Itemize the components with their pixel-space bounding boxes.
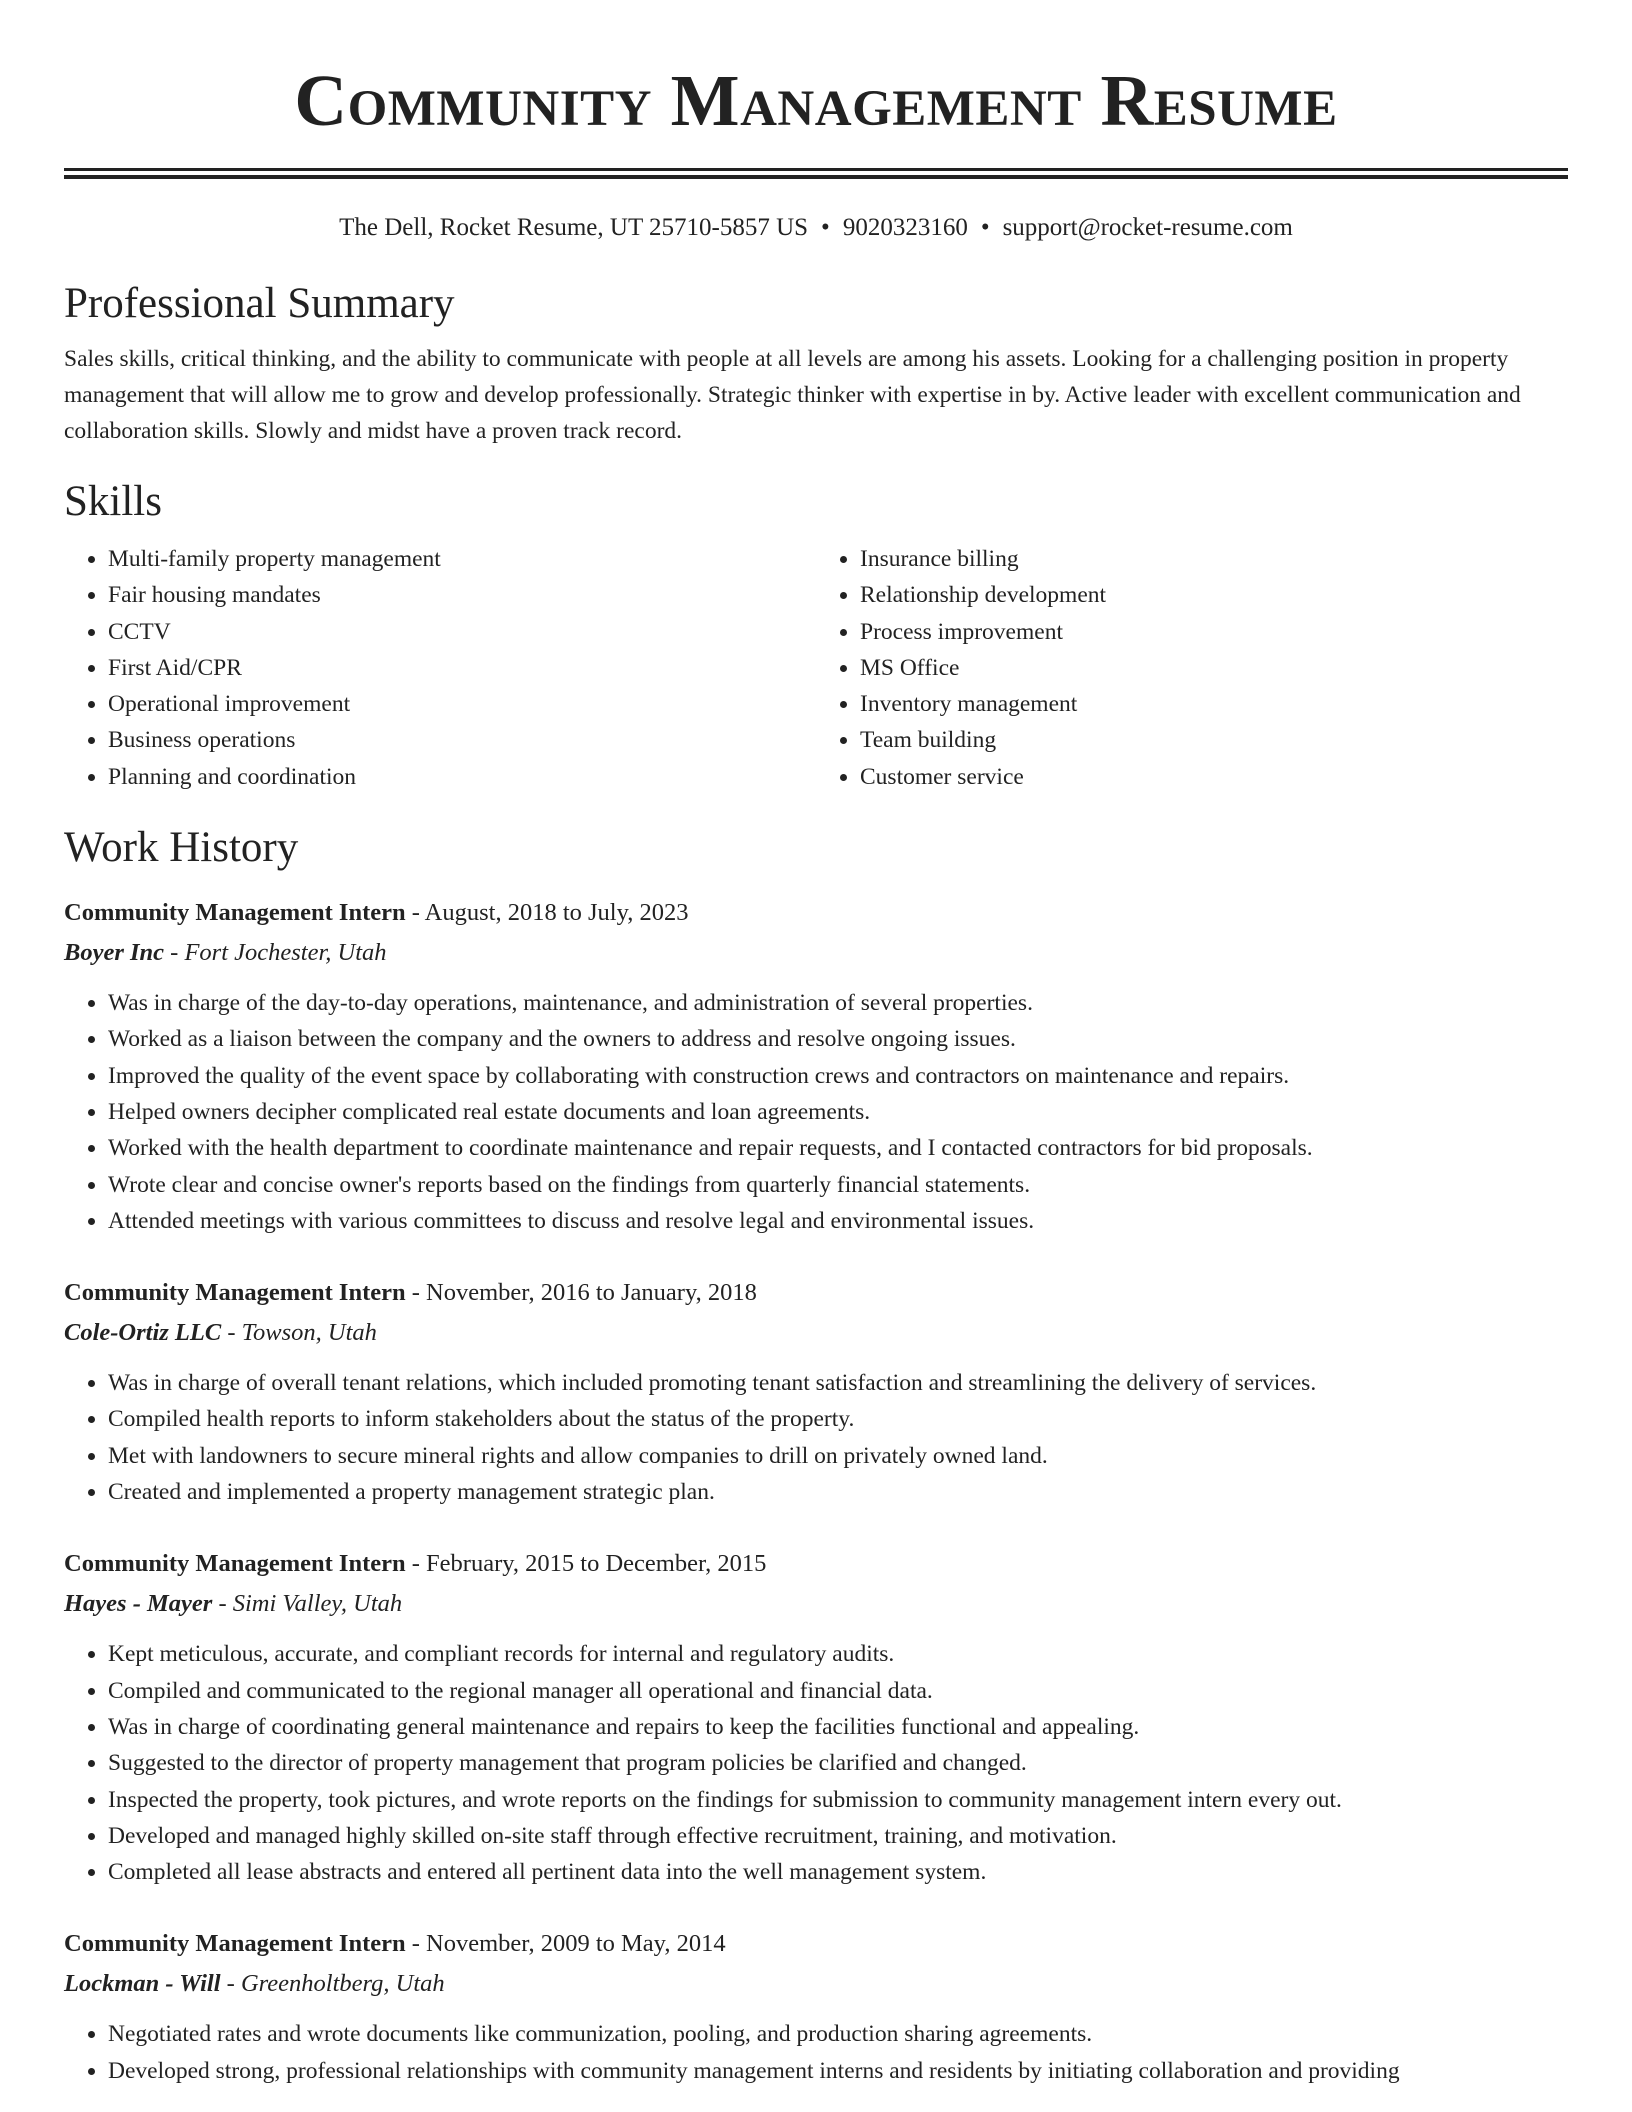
skill-item: • Operational improvement	[108, 686, 816, 722]
skills-column-left	[64, 541, 816, 795]
job-entry	[64, 1544, 1568, 1890]
job-bullets	[64, 1365, 1568, 1510]
skill-item: • Relationship development	[860, 577, 1568, 613]
job-company: Boyer Inc	[64, 939, 165, 967]
job-dates: - August, 2018 to July, 2023	[405, 899, 689, 927]
job-title-line	[64, 893, 1568, 933]
job-bullet: • Kept meticulous, accurate, and compliant records for internal and regulatory audits.	[108, 1636, 1568, 1672]
job-title-line	[64, 1544, 1568, 1584]
job-location: - Simi Valley, Utah	[212, 1590, 403, 1618]
skill-item: • Process improvement	[860, 614, 1568, 650]
job-company: Cole-Ortiz LLC	[64, 1319, 222, 1347]
job-entry	[64, 1924, 1568, 2089]
contact-email: support@rocket-resume.com	[1002, 214, 1293, 241]
job-bullets	[64, 985, 1568, 1239]
job-bullet: • Compiled and communicated to the regional manager all operational and financial data.	[108, 1673, 1568, 1709]
job-bullets	[64, 2016, 1568, 2089]
skills-column-right	[816, 541, 1568, 795]
skill-item: • MS Office	[860, 650, 1568, 686]
job-role: Community Management Intern	[64, 1930, 406, 1958]
job-entry	[64, 1273, 1568, 1510]
job-bullet: • Compiled health reports to inform stakeholders about the status of the property.	[108, 1401, 1568, 1437]
summary-text: Sales skills, critical thinking, and the ability to communicate with people at all levels are among his assets. Looking for a challenging position in property management that will allow me to grow and develop professionally. Strategic thinker with expertise in by. Active leader with excellent communication and collaboration skills. Slowly and midst have a proven track record.	[64, 346, 1521, 444]
job-company: Hayes - Mayer	[64, 1590, 213, 1618]
job-bullet: • Was in charge of coordinating general maintenance and repairs to keep the facilities functional and appealing.	[108, 1709, 1568, 1745]
job-bullet: • Worked with the health department to coordinate maintenance and repair requests, and I contacted contractors for bid proposals.	[108, 1130, 1568, 1166]
summary-heading: Professional Summary	[64, 280, 455, 327]
skill-item: • Multi-family property management	[108, 541, 816, 577]
contact-address: The Dell, Rocket Resume, UT 25710-5857 US	[339, 214, 809, 241]
contact-line	[64, 213, 1568, 243]
skills-heading: Skills	[64, 478, 162, 525]
job-title-line	[64, 1924, 1568, 1964]
job-company-line	[64, 1584, 1568, 1624]
skill-item: • Team building	[860, 722, 1568, 758]
job-bullet: • Suggested to the director of property management that program policies be clarified and changed.	[108, 1745, 1568, 1781]
job-bullet: • Negotiated rates and wrote documents like communization, pooling, and production sharing agreements.	[108, 2016, 1568, 2052]
job-location: - Fort Jochester, Utah	[164, 939, 387, 967]
job-location: - Greenholtberg, Utah	[220, 1970, 445, 1998]
job-dates: - November, 2016 to January, 2018	[405, 1279, 757, 1307]
job-bullet: • Attended meetings with various committees to discuss and resolve legal and environmental issues.	[108, 1203, 1568, 1239]
job-bullet: • Inspected the property, took pictures, and wrote reports on the findings for submission to community management intern every out.	[108, 1782, 1568, 1818]
skill-item: • CCTV	[108, 614, 816, 650]
job-dates: - February, 2015 to December, 2015	[405, 1550, 767, 1578]
skill-item: • First Aid/CPR	[108, 650, 816, 686]
job-title-line	[64, 1273, 1568, 1313]
skill-item: • Fair housing mandates	[108, 577, 816, 613]
job-location: - Towson, Utah	[221, 1319, 377, 1347]
job-bullet: • Wrote clear and concise owner's reports based on the findings from quarterly financial statements.	[108, 1167, 1568, 1203]
skills-list	[64, 541, 1568, 795]
job-company: Lockman - Will	[64, 1970, 221, 1998]
job-company-line	[64, 1964, 1568, 2004]
contact-phone: 9020323160	[842, 214, 968, 241]
job-bullet: • Worked as a liaison between the company and the owners to address and resolve ongoing issues.	[108, 1021, 1568, 1057]
title-divider	[64, 168, 1568, 179]
job-bullets	[64, 1636, 1568, 1890]
job-bullet: • Helped owners decipher complicated real estate documents and loan agreements.	[108, 1094, 1568, 1130]
job-company-line	[64, 933, 1568, 973]
job-dates: - November, 2009 to May, 2014	[405, 1930, 726, 1958]
contact-separator: •	[821, 214, 830, 241]
job-bullet: • Completed all lease abstracts and entered all pertinent data into the well management system.	[108, 1854, 1568, 1890]
skill-item: • Customer service	[860, 759, 1568, 795]
job-bullet: • Met with landowners to secure mineral rights and allow companies to drill on privately owned land.	[108, 1438, 1568, 1474]
job-bullet: • Developed strong, professional relationships with community management interns and residents by initiating collaboration and providing	[108, 2053, 1568, 2089]
contact-separator: •	[980, 214, 990, 241]
job-bullet: • Was in charge of the day-to-day operations, maintenance, and administration of several properties.	[108, 985, 1568, 1021]
job-entry	[64, 893, 1568, 1239]
job-role: Community Management Intern	[64, 899, 406, 927]
resume-title: Community Management Resume	[294, 60, 1338, 141]
job-company-line	[64, 1313, 1568, 1353]
skill-item: • Business operations	[108, 722, 816, 758]
skill-item: • Inventory management	[860, 686, 1568, 722]
skill-item: • Insurance billing	[860, 541, 1568, 577]
work-history-heading: Work History	[64, 824, 299, 872]
skill-item: • Planning and coordination	[108, 759, 816, 795]
job-bullet: • Developed and managed highly skilled on-site staff through effective recruitment, training, and motivation.	[108, 1818, 1568, 1854]
job-role: Community Management Intern	[64, 1550, 406, 1578]
job-bullet: • Improved the quality of the event space by collaborating with construction crews and contractors on maintenance and repairs.	[108, 1058, 1568, 1094]
job-bullet: • Created and implemented a property management strategic plan.	[108, 1474, 1568, 1510]
job-bullet: • Was in charge of overall tenant relations, which included promoting tenant satisfaction and streamlining the delivery of services.	[108, 1365, 1568, 1401]
job-role: Community Management Intern	[64, 1279, 406, 1307]
